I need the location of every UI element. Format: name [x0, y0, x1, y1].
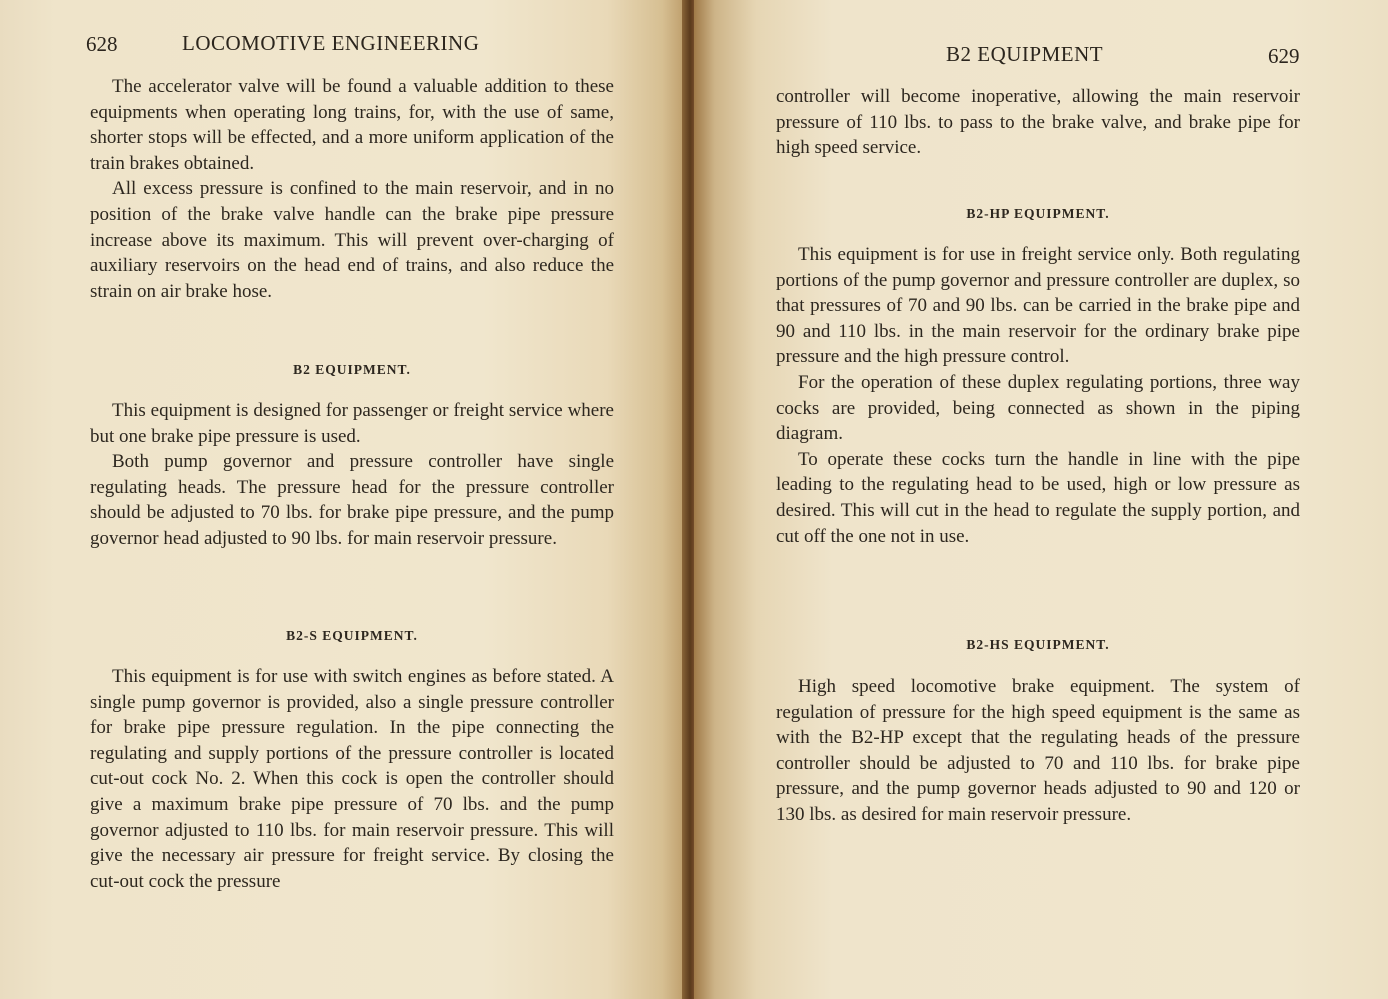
paragraph: This equipment is for use with switch engines as before stated. A single pump governor is provided, also a single pressure controller for brake pipe pressure regulation. In the pipe connecting the regulating and supply portions of the pressure controller is located cut-out cock No. 2. When this cock is open the controller should give a maximum brake pipe pressure of 70 lbs. and the pump governor adjusted to 110 lbs. for main reservoir pressure. This will give the necessary air pressure for freight service. By closing the cut-out cock the pressure — [90, 666, 614, 892]
running-head-left: LOCOMOTIVE ENGINEERING — [182, 31, 480, 55]
page-number-right: 629 — [1268, 44, 1300, 68]
paragraph: High speed locomotive brake equipment. The system of regulation of pressure for the high speed equipment is the same as with the B2-HP except that the regulating heads of the pressure controller should be adjusted to 70 and 110 lbs. for brake pipe pressure, and the pump governor heads adjusted to 90 and 120 or 130 lbs. as desired for main reservoir pressure. — [776, 676, 1300, 825]
section-b2hp-text — [776, 242, 1300, 549]
paragraph: controller will become inoperative, allowing the main reservoir pressure of 110 lbs. to pass to the brake valve, and brake pipe for high speed service. — [776, 86, 1300, 159]
paragraph: This equipment is for use in freight service only. Both regulating portions of the pump governor and pressure controller are duplex, so that pressures of 70 and 90 lbs. can be carried in the brake pipe and 90 and 110 lbs. in the main reservoir for the ordinary brake pipe pressure and the high pressure control. — [776, 244, 1300, 368]
section-heading-b2s: B2-S EQUIPMENT. — [286, 628, 418, 643]
paragraph: All excess pressure is confined to the main reservoir, and in no position of the brake valve handle can the brake pipe pressure increase above its maximum. This will prevent over-charging of auxiliary reservoirs on the head end of trains, and also reduce the strain on air brake hose. — [90, 178, 614, 302]
paragraph: The accelerator valve will be found a valuable addition to these equipments when operating long trains, for, with the use of same, shorter stops will be effected, and a more uniform application of the train brakes obtained. — [90, 76, 614, 174]
paragraph: Both pump governor and pressure controller have single regulating heads. The pressure head for the pressure controller should be adjusted to 70 lbs. for brake pipe pressure, and the pump governor head adjusted to 90 lbs. for main reservoir pressure. — [90, 451, 614, 549]
left-page — [0, 0, 690, 999]
running-head-right: B2 EQUIPMENT — [946, 42, 1104, 66]
intro-text — [90, 74, 614, 304]
section-heading-b2hs: B2-HS EQUIPMENT. — [966, 637, 1110, 652]
page-number-left: 628 — [86, 32, 118, 56]
section-b2s-text — [90, 664, 614, 894]
section-b2-text — [90, 398, 614, 552]
paragraph: This equipment is designed for passenger or freight service where but one brake pipe pressure is used. — [90, 400, 614, 447]
section-heading-b2: B2 EQUIPMENT. — [293, 362, 411, 377]
section-heading-b2hp: B2-HP EQUIPMENT. — [966, 206, 1110, 221]
section-b2hs-text — [776, 674, 1300, 828]
paragraph: To operate these cocks turn the handle in line with the pipe leading to the regulating head to be used, high or low pressure as desired. This will cut in the head to regulate the supply portion, and cut off the one not in use. — [776, 448, 1300, 547]
continued-text — [776, 84, 1300, 161]
paragraph: For the operation of these duplex regulating portions, three way cocks are provided, being connected as shown in the piping diagram. — [776, 371, 1300, 445]
right-page — [694, 0, 1388, 999]
